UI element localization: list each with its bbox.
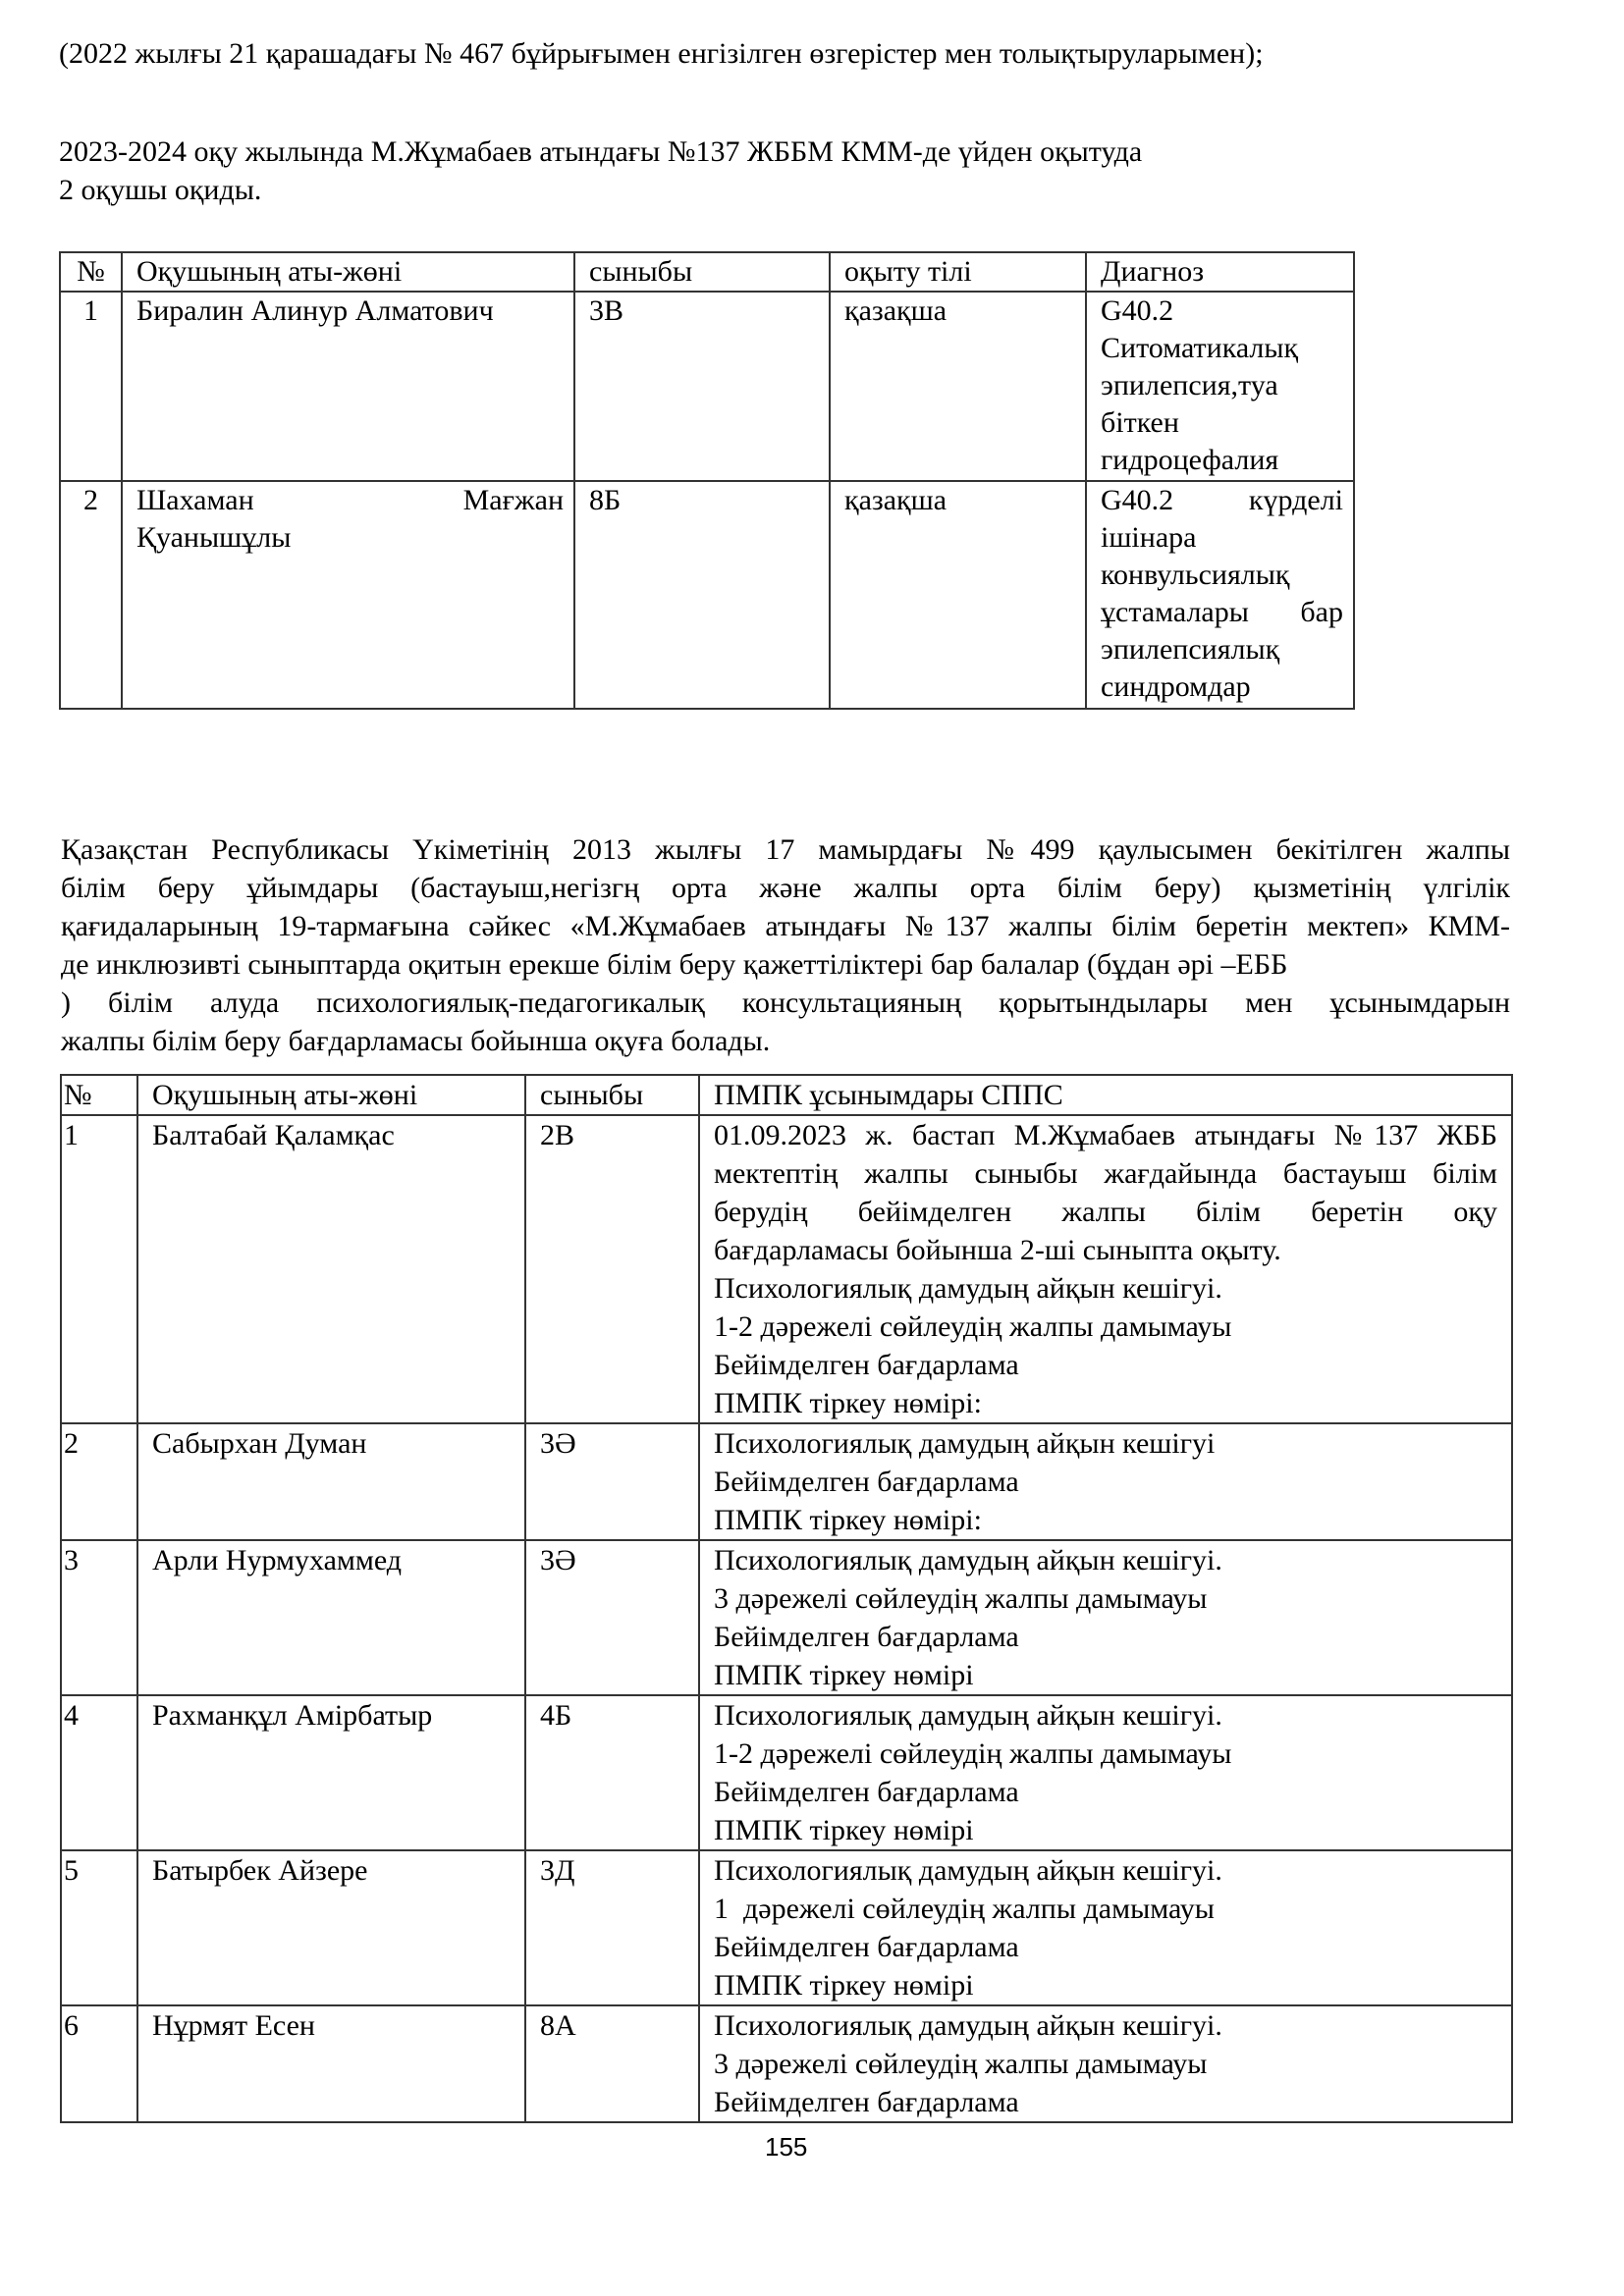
recommendation-line: Психологиялық дамудың айқын кешігуі. [714,1699,1222,1732]
student-grade: 3В [574,292,830,481]
header-grade: сыныбы [574,252,830,292]
row-number: 2 [61,1423,137,1540]
header-diagnosis: Диагноз [1086,252,1354,292]
recommendation-line: бағдарламасы бойынша 2-ші сыныпта оқыту. [714,1234,1281,1266]
teaching-language: қазақша [830,292,1086,481]
paragraph-line: қағидаларының 19-тармағына сәйкес «М.Жұмабаев атындағы №137 жалпы білім беретін мектеп» КММ- [61,910,1510,942]
student-name: Биралин Алинур Алматович [122,292,574,481]
diagnosis-line: эпилепсия,туа [1101,369,1278,401]
recommendation-line: Психологиялық дамудың айқын кешігуі. [714,1544,1222,1576]
intro-school-year-line: 2023-2024 оқу жылында М.Жұмабаев атындағы №137 ЖББМ КММ-де үйден оқытуда [59,135,1143,168]
student-name [122,481,574,709]
recommendation-line: ПМПК тіркеу нөмірі [714,1659,974,1691]
row-number: 4 [61,1695,137,1850]
row-number: 3 [61,1540,137,1695]
student-name: Нұрмят Есен [137,2005,525,2122]
regulation-paragraph [61,830,1510,1060]
recommendation-line: мектептің жалпы сыныбы жағдайында бастауыш білім [714,1157,1497,1190]
header-number: № [60,252,122,292]
paragraph-line: де инклюзивті сыныптарда оқитын ерекше білім беру қажеттіліктері бар балалар (бұдан әрі –ЕББ [61,948,1288,981]
row-number: 2 [60,481,122,709]
row-number: 1 [61,1115,137,1423]
recommendation-line: 1-2 дәрежелі сөйлеудің жалпы дамымауы [714,1310,1232,1343]
recommendation-line: 3 дәрежелі сөйлеудің жалпы дамымауы [714,2048,1208,2080]
student-grade: 3Ә [525,1423,699,1540]
student-name: Балтабай Қаламқас [137,1115,525,1423]
table-row [61,1850,1512,2005]
recommendation-line: Психологиялық дамудың айқын кешігуі. [714,1272,1222,1305]
recommendation-line: Бейімделген бағдарлама [714,1349,1019,1381]
diagnosis-line: G40.2 күрделі [1101,484,1343,516]
recommendation-line: Психологиялық дамудың айқын кешігуі. [714,2009,1222,2042]
header-student-name: Оқушының аты-жөні [137,1075,525,1115]
row-number: 1 [60,292,122,481]
student-grade: 3Д [525,1850,699,2005]
header-grade: сыныбы [525,1075,699,1115]
paragraph-line: ) білім алуда психологиялық-педагогикалық консультацияның қорытындылары мен ұсынымдарын [61,987,1510,1019]
student-name: Арли Нурмухаммед [137,1540,525,1695]
recommendations [699,1115,1512,1423]
recommendation-line: 01.09.2023 ж. бастап М.Жұмабаев атындағы №137 ЖББ [714,1119,1497,1151]
paragraph-line: жалпы білім беру бағдарламасы бойынша оқуға болады. [61,1025,771,1057]
table-row [60,292,1354,481]
header-student-name: Оқушының аты-жөні [122,252,574,292]
recommendations [699,1540,1512,1695]
table-header-row [61,1075,1512,1115]
table-row [61,1423,1512,1540]
student-grade: 8А [525,2005,699,2122]
diagnosis [1086,292,1354,481]
recommendation-line: ПМПК тіркеу нөмірі [714,1814,974,1846]
student-grade: 8Б [574,481,830,709]
paragraph-line: білім беру ұйымдары (бастауыш,негізгң орта және жалпы орта білім беру) қызметінің үлгілік [61,872,1510,904]
diagnosis-line: ұстамалары бар [1101,596,1343,628]
recommendation-line: 1-2 дәрежелі сөйлеудің жалпы дамымауы [714,1737,1232,1770]
name-line: Шахаман Мағжан [136,484,564,516]
row-number: 5 [61,1850,137,2005]
intro-amendment-note: (2022 жылғы 21 қарашадағы № 467 бұйрығымен енгізілген өзгерістер мен толықтыруларымен); [59,37,1264,70]
diagnosis-line: біткен [1101,406,1179,439]
home-schooling-table [59,251,1355,710]
diagnosis-line: конвульсиялық [1101,559,1290,591]
header-recommendations: ПМПК ұсынымдары СППС [699,1075,1512,1115]
recommendation-line: Бейімделген бағдарлама [714,2086,1019,2118]
recommendation-line: 3 дәрежелі сөйлеудің жалпы дамымауы [714,1582,1208,1615]
recommendation-line: Психологиялық дамудың айқын кешігуі [714,1427,1216,1460]
diagnosis-line: Ситоматикалық [1101,332,1299,364]
paragraph-line: Қазақстан Республикасы Үкіметінің 2013 жылғы 17 мамырдағы №499 қаулысымен бекітілген жалпы [61,833,1510,866]
table-row [61,1115,1512,1423]
student-name: Сабырхан Думан [137,1423,525,1540]
student-grade: 4Б [525,1695,699,1850]
table-row [61,1695,1512,1850]
recommendations [699,1423,1512,1540]
header-number: № [61,1075,137,1115]
student-grade: 3Ә [525,1540,699,1695]
intro-student-count: 2 оқушы оқиды. [59,174,262,206]
recommendation-line: ПМПК тіркеу нөмірі [714,1969,974,2002]
recommendation-line: Бейімделген бағдарлама [714,1931,1019,1963]
recommendation-line: Бейімделген бағдарлама [714,1776,1019,1808]
recommendations [699,1850,1512,2005]
student-name: Рахманқұл Амірбатыр [137,1695,525,1850]
recommendation-line: ПМПК тіркеу нөмірі: [714,1387,982,1419]
recommendations [699,1695,1512,1850]
recommendation-line: берудің бейімделген жалпы білім беретін оқу [714,1196,1497,1228]
table-row [61,1540,1512,1695]
recommendation-line: ПМПК тіркеу нөмірі: [714,1504,982,1536]
diagnosis-line: синдромдар [1101,670,1251,703]
diagnosis-line: G40.2 [1101,294,1174,327]
recommendation-line: Бейімделген бағдарлама [714,1466,1019,1498]
recommendation-line: Психологиялық дамудың айқын кешігуі. [714,1854,1222,1887]
diagnosis [1086,481,1354,709]
diagnosis-line: гидроцефалия [1101,444,1279,476]
recommendation-line: Бейімделген бағдарлама [714,1621,1019,1653]
diagnosis-line: эпилепсиялық [1101,633,1280,666]
diagnosis-line: ішінара [1101,521,1197,554]
row-number: 6 [61,2005,137,2122]
name-line: Қуанышұлы [136,521,292,554]
inclusive-students-table [60,1074,1513,2123]
student-name: Батырбек Айзере [137,1850,525,2005]
table-row [61,2005,1512,2122]
teaching-language: қазақша [830,481,1086,709]
recommendation-line: 1 дәрежелі сөйлеудің жалпы дамымауы [714,1893,1215,1925]
table-header-row [60,252,1354,292]
table-row [60,481,1354,709]
student-grade: 2В [525,1115,699,1423]
page-number: 155 [765,2132,808,2162]
header-language: оқыту тілі [830,252,1086,292]
recommendations [699,2005,1512,2122]
